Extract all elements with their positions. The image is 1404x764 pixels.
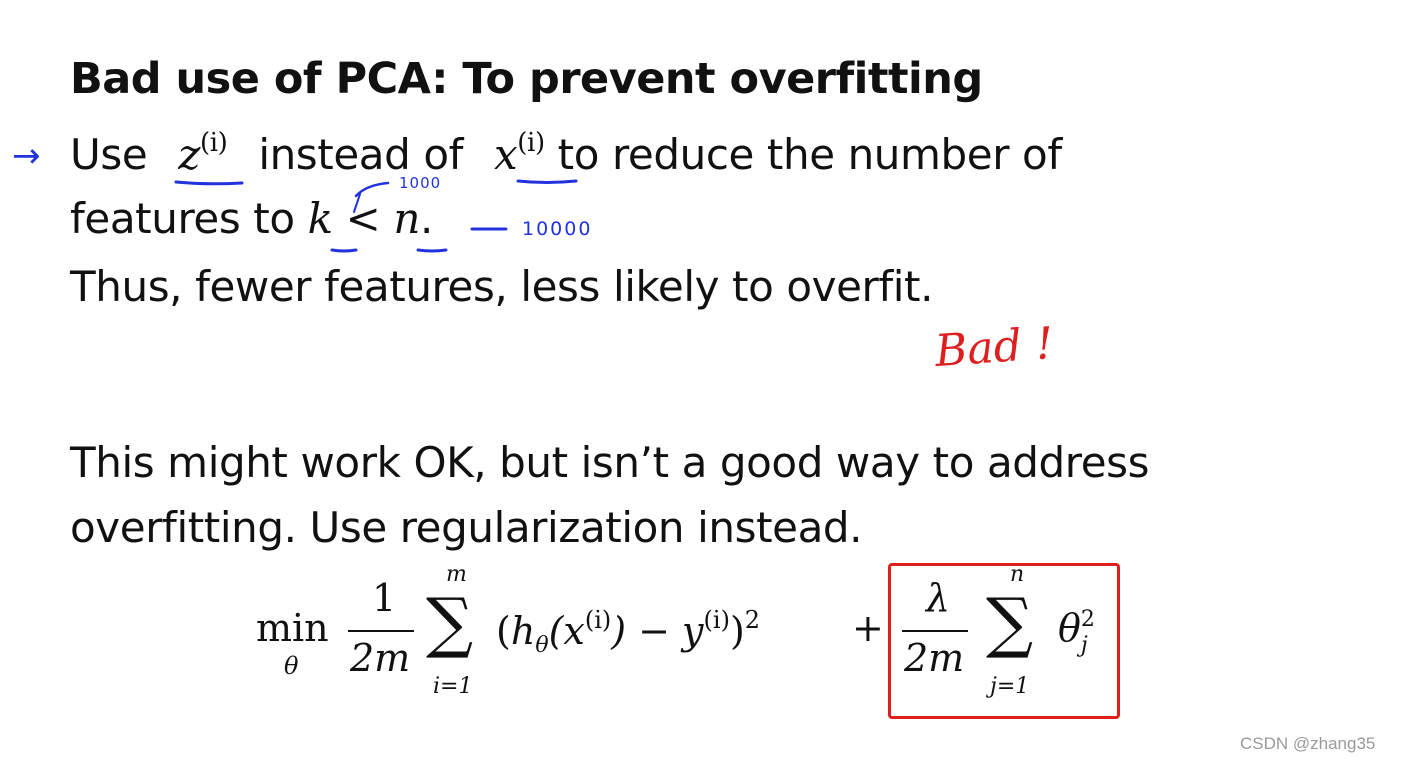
arrow-icon: →	[12, 136, 41, 176]
sum1-sigma: ∑	[426, 584, 474, 661]
paragraph-2-line-2: overfitting. Use regularization instead.	[70, 503, 863, 552]
z-superscript: (i)	[199, 128, 228, 158]
bullet-line-3: Thus, fewer features, less likely to overfit.	[70, 262, 934, 311]
min-subscript-theta: θ	[284, 652, 299, 680]
k-variable: k	[307, 194, 333, 243]
fraction2-denominator: 2m	[904, 636, 965, 680]
theta-j-squared: θ 2 j	[1058, 606, 1095, 658]
fraction1-bar	[348, 630, 414, 632]
x-superscript: (i)	[517, 128, 545, 158]
z-variable: z	[178, 130, 200, 179]
sum1-upper-limit: m	[446, 562, 467, 587]
plus-sign: +	[852, 606, 884, 650]
slide-title: Bad use of PCA: To prevent overfitting	[70, 54, 983, 104]
n-variable: n	[393, 194, 421, 243]
k-annotation-1000: 1000	[399, 174, 442, 192]
less-than-sign: <	[345, 194, 381, 243]
line1-rest: to reduce the number of	[557, 130, 1062, 179]
sum2-upper-limit: n	[1010, 562, 1025, 587]
instead-of-text: instead of	[258, 130, 464, 179]
fraction2-numerator-lambda: λ	[926, 576, 951, 620]
bullet-line-1	[70, 128, 1062, 179]
regularization-term-highlight-box	[888, 563, 1120, 719]
use-word: Use	[70, 130, 148, 179]
bullet-line-2	[70, 194, 433, 243]
sum2-sigma: ∑	[986, 584, 1034, 661]
paragraph-2-line-1: This might work OK, but isn’t a good way to address	[70, 438, 1150, 487]
features-to-text: features to	[70, 194, 295, 243]
period: .	[420, 194, 433, 243]
bad-annotation: Bad !	[933, 317, 1056, 378]
sum2-lower-limit: j=1	[990, 674, 1030, 699]
min-operator: min	[256, 606, 329, 650]
sum1-lower-limit: i=1	[433, 674, 473, 699]
x-variable: x	[493, 130, 518, 179]
fraction1-numerator: 1	[372, 576, 397, 620]
csdn-watermark: CSDN @zhang35	[1240, 734, 1376, 753]
n-annotation-10000: 10000	[522, 218, 593, 240]
formula-hypothesis-term: $(h_\theta(x^{(i)}) - y^{(i)})^2$	[496, 606, 761, 658]
fraction1-denominator: 2m	[350, 636, 411, 680]
